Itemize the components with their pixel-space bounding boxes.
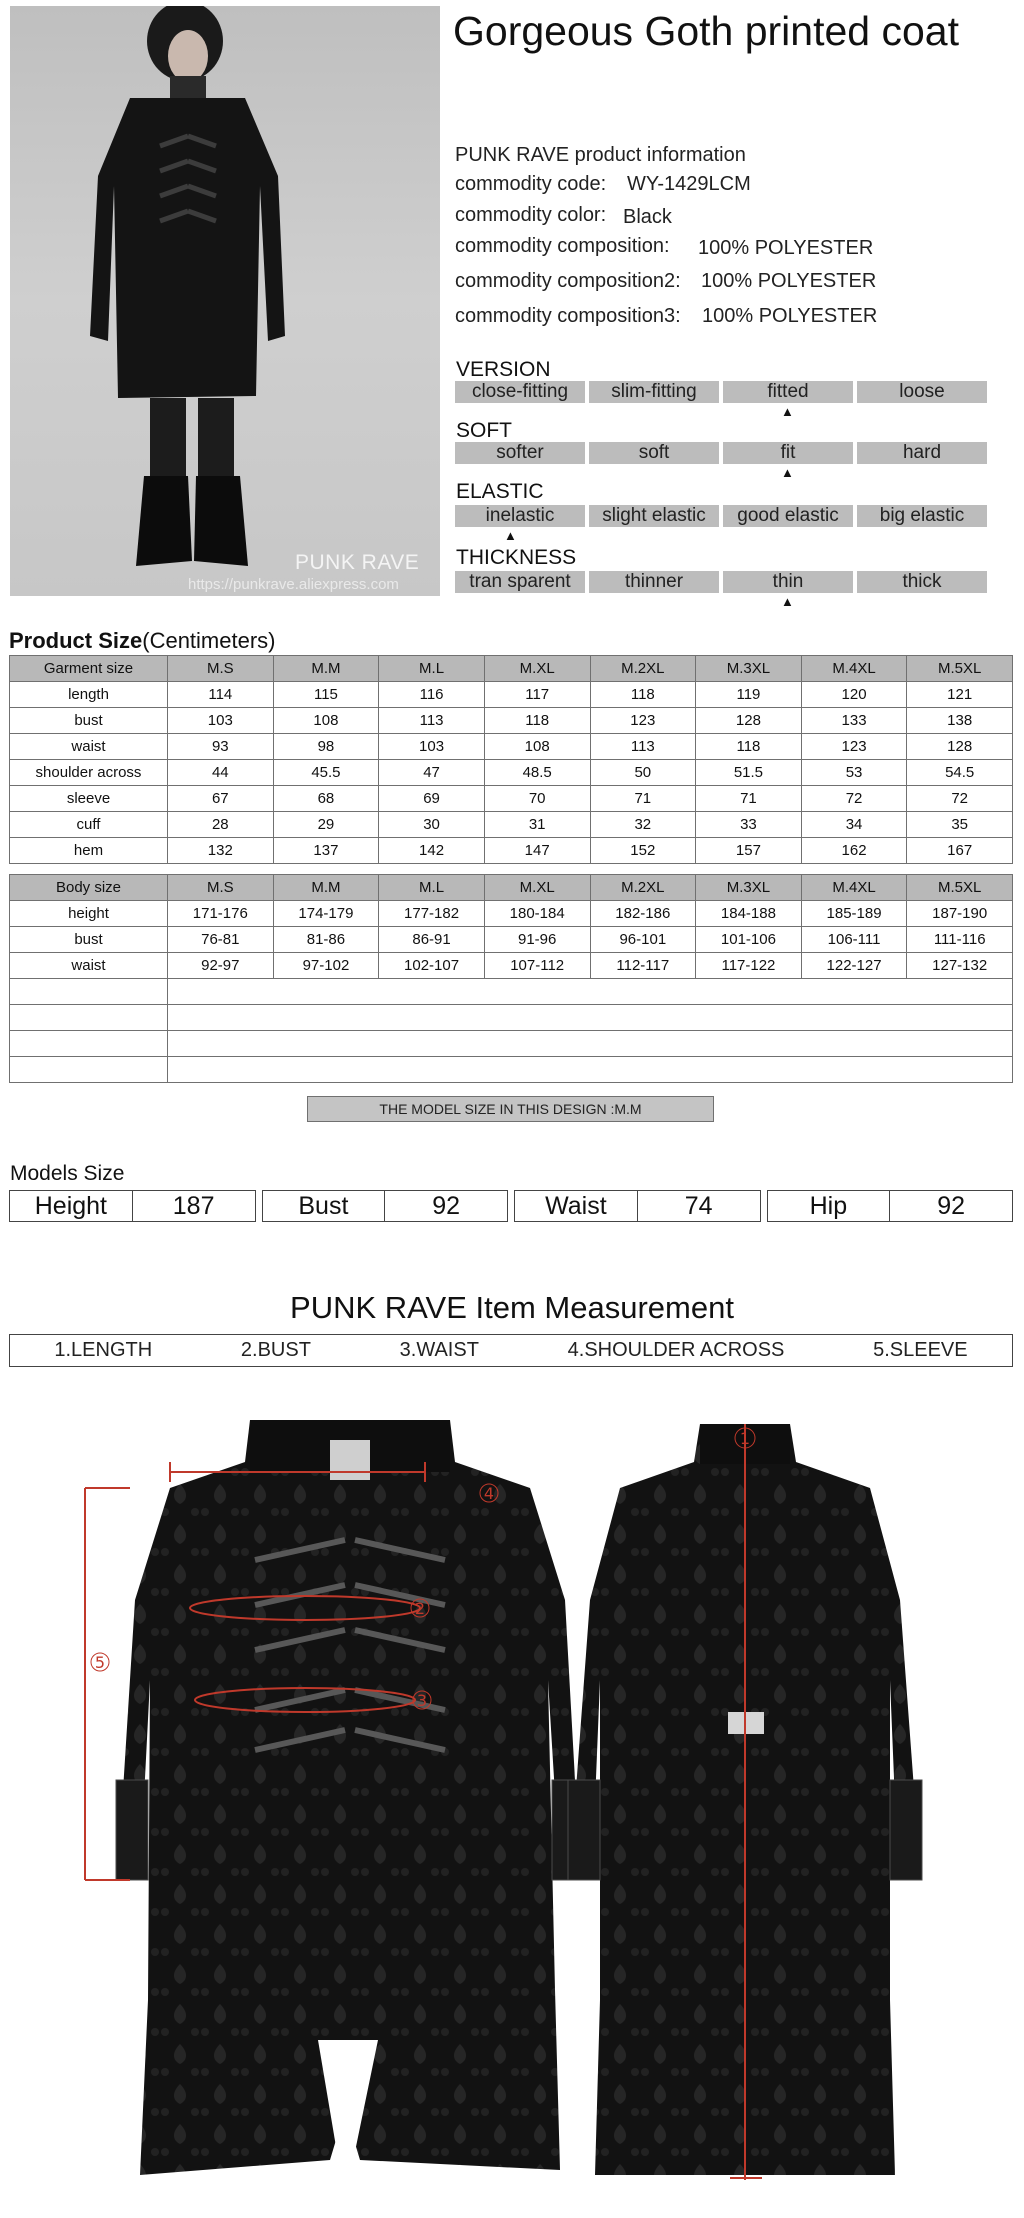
value-cell: 32 bbox=[590, 812, 696, 838]
value-cell: 98 bbox=[273, 734, 379, 760]
value-cell: 187-190 bbox=[907, 901, 1013, 927]
marker-3: 3 bbox=[416, 1691, 428, 1710]
elastic-title: ELASTIC bbox=[456, 480, 544, 503]
row-label-cell: hem bbox=[10, 838, 168, 864]
value-cell: 147 bbox=[484, 838, 590, 864]
model-stat-label: Hip bbox=[768, 1191, 891, 1221]
soft-option: soft bbox=[589, 442, 719, 464]
composition2-label: commodity composition2: bbox=[455, 270, 681, 292]
row-label-cell: bust bbox=[10, 708, 168, 734]
value-cell: 117 bbox=[484, 682, 590, 708]
elastic-option: big elastic bbox=[857, 505, 987, 527]
measurement-title: PUNK RAVE Item Measurement bbox=[290, 1290, 734, 1325]
thickness-option: thick bbox=[857, 571, 987, 593]
header-cell: M.5XL bbox=[907, 656, 1013, 682]
header-cell: M.3XL bbox=[696, 656, 802, 682]
value-cell: 29 bbox=[273, 812, 379, 838]
value-cell: 54.5 bbox=[907, 760, 1013, 786]
value-cell: 102-107 bbox=[379, 953, 485, 979]
header-cell: M.L bbox=[379, 875, 485, 901]
row-label-cell: waist bbox=[10, 953, 168, 979]
soft-option: softer bbox=[455, 442, 585, 464]
value-cell: 185-189 bbox=[801, 901, 907, 927]
value-cell: 70 bbox=[484, 786, 590, 812]
value-cell: 118 bbox=[696, 734, 802, 760]
model-stat-value: 92 bbox=[432, 1192, 461, 1220]
thickness-option: thinner bbox=[589, 571, 719, 593]
value-cell: 106-111 bbox=[801, 927, 907, 953]
value-cell: 71 bbox=[590, 786, 696, 812]
header-cell: M.S bbox=[168, 656, 274, 682]
color-value: Black bbox=[623, 206, 672, 228]
header-cell: M.M bbox=[273, 656, 379, 682]
value-cell: 48.5 bbox=[484, 760, 590, 786]
code-label: commodity code: bbox=[455, 173, 607, 195]
composition3-label: commodity composition3: bbox=[455, 305, 681, 327]
info-heading: PUNK RAVE product information bbox=[455, 144, 746, 166]
header-cell: Garment size bbox=[10, 656, 168, 682]
elastic-selected-marker-icon: ▲ bbox=[504, 528, 517, 543]
header-cell: M.XL bbox=[484, 875, 590, 901]
header-cell: M.3XL bbox=[696, 875, 802, 901]
header-cell: M.4XL bbox=[801, 656, 907, 682]
value-cell: 128 bbox=[696, 708, 802, 734]
row-label-cell: waist bbox=[10, 734, 168, 760]
value-cell: 113 bbox=[379, 708, 485, 734]
value-cell: 162 bbox=[801, 838, 907, 864]
version-selected-marker-icon: ▲ bbox=[781, 404, 794, 419]
elastic-option: slight elastic bbox=[589, 505, 719, 527]
soft-title: SOFT bbox=[456, 419, 512, 442]
code-value: WY-1429LCM bbox=[627, 173, 751, 195]
version-option: loose bbox=[857, 381, 987, 403]
value-cell: 91-96 bbox=[484, 927, 590, 953]
marker-2: 2 bbox=[414, 1599, 426, 1618]
value-cell: 182-186 bbox=[590, 901, 696, 927]
value-cell: 122-127 bbox=[801, 953, 907, 979]
value-cell: 118 bbox=[590, 682, 696, 708]
row-label-cell: length bbox=[10, 682, 168, 708]
composition2-value: 100% POLYESTER bbox=[701, 270, 877, 292]
value-cell: 53 bbox=[801, 760, 907, 786]
value-cell: 30 bbox=[379, 812, 485, 838]
header-cell: M.L bbox=[379, 656, 485, 682]
value-cell: 101-106 bbox=[696, 927, 802, 953]
value-cell: 118 bbox=[484, 708, 590, 734]
value-cell: 103 bbox=[168, 708, 274, 734]
thickness-title: THICKNESS bbox=[456, 546, 577, 569]
value-cell: 45.5 bbox=[273, 760, 379, 786]
front-coat-illustration bbox=[116, 1420, 584, 2200]
model-stat-label: Height bbox=[10, 1191, 133, 1221]
value-cell: 72 bbox=[801, 786, 907, 812]
version-option: fitted bbox=[723, 381, 853, 403]
value-cell: 76-81 bbox=[168, 927, 274, 953]
value-cell: 111-116 bbox=[907, 927, 1013, 953]
thickness-option: thin bbox=[723, 571, 853, 593]
header-cell: Body size bbox=[10, 875, 168, 901]
soft-option: fit bbox=[723, 442, 853, 464]
value-cell: 123 bbox=[801, 734, 907, 760]
marker-4: 4 bbox=[483, 1484, 495, 1503]
value-cell: 103 bbox=[379, 734, 485, 760]
row-label-cell: height bbox=[10, 901, 168, 927]
value-cell: 35 bbox=[907, 812, 1013, 838]
composition1-label: commodity composition: bbox=[455, 235, 670, 257]
value-cell: 67 bbox=[168, 786, 274, 812]
marker-1: 1 bbox=[739, 1429, 751, 1448]
value-cell: 180-184 bbox=[484, 901, 590, 927]
thickness-selected-marker-icon: ▲ bbox=[781, 594, 794, 609]
product-title: Gorgeous Goth printed coat bbox=[453, 8, 959, 54]
value-cell: 132 bbox=[168, 838, 274, 864]
value-cell: 142 bbox=[379, 838, 485, 864]
value-cell: 113 bbox=[590, 734, 696, 760]
value-cell: 184-188 bbox=[696, 901, 802, 927]
composition3-value: 100% POLYESTER bbox=[702, 305, 878, 327]
value-cell: 81-86 bbox=[273, 927, 379, 953]
elastic-option: good elastic bbox=[723, 505, 853, 527]
header-cell: M.4XL bbox=[801, 875, 907, 901]
value-cell: 128 bbox=[907, 734, 1013, 760]
version-title: VERSION bbox=[456, 358, 551, 381]
photo-watermark: PUNK RAVE bbox=[295, 551, 420, 574]
header-cell: M.M bbox=[273, 875, 379, 901]
value-cell: 138 bbox=[907, 708, 1013, 734]
value-cell: 157 bbox=[696, 838, 802, 864]
value-cell: 177-182 bbox=[379, 901, 485, 927]
value-cell: 72 bbox=[907, 786, 1013, 812]
model-stat-value: 74 bbox=[684, 1192, 713, 1220]
value-cell: 133 bbox=[801, 708, 907, 734]
row-label-cell: cuff bbox=[10, 812, 168, 838]
value-cell: 47 bbox=[379, 760, 485, 786]
value-cell: 152 bbox=[590, 838, 696, 864]
value-cell: 116 bbox=[379, 682, 485, 708]
model-stat-label: Bust bbox=[263, 1191, 386, 1221]
header-cell: M.S bbox=[168, 875, 274, 901]
value-cell: 108 bbox=[273, 708, 379, 734]
value-cell: 50 bbox=[590, 760, 696, 786]
model-stat-value: 187 bbox=[172, 1192, 215, 1220]
value-cell: 119 bbox=[696, 682, 802, 708]
header-cell: M.XL bbox=[484, 656, 590, 682]
value-cell: 92-97 bbox=[168, 953, 274, 979]
value-cell: 28 bbox=[168, 812, 274, 838]
version-option: close-fitting bbox=[455, 381, 585, 403]
value-cell: 68 bbox=[273, 786, 379, 812]
header-cell: M.2XL bbox=[590, 656, 696, 682]
value-cell: 120 bbox=[801, 682, 907, 708]
value-cell: 115 bbox=[273, 682, 379, 708]
value-cell: 31 bbox=[484, 812, 590, 838]
measurement-item: 4.SHOULDER ACROSS bbox=[567, 1339, 785, 1361]
header-cell: M.5XL bbox=[907, 875, 1013, 901]
photo-url-watermark: https://punkrave.aliexpress.com bbox=[188, 576, 399, 593]
value-cell: 33 bbox=[696, 812, 802, 838]
value-cell: 121 bbox=[907, 682, 1013, 708]
measurement-item: 2.BUST bbox=[240, 1339, 311, 1361]
value-cell: 44 bbox=[168, 760, 274, 786]
value-cell: 108 bbox=[484, 734, 590, 760]
value-cell: 167 bbox=[907, 838, 1013, 864]
elastic-option: inelastic bbox=[455, 505, 585, 527]
value-cell: 174-179 bbox=[273, 901, 379, 927]
value-cell: 51.5 bbox=[696, 760, 802, 786]
value-cell: 97-102 bbox=[273, 953, 379, 979]
composition1-value: 100% POLYESTER bbox=[698, 237, 874, 259]
value-cell: 34 bbox=[801, 812, 907, 838]
value-cell: 114 bbox=[168, 682, 274, 708]
value-cell: 107-112 bbox=[484, 953, 590, 979]
value-cell: 86-91 bbox=[379, 927, 485, 953]
value-cell: 93 bbox=[168, 734, 274, 760]
value-cell: 171-176 bbox=[168, 901, 274, 927]
model-stat-label: Waist bbox=[515, 1191, 638, 1221]
value-cell: 69 bbox=[379, 786, 485, 812]
header-cell: M.2XL bbox=[590, 875, 696, 901]
value-cell: 96-101 bbox=[590, 927, 696, 953]
value-cell: 117-122 bbox=[696, 953, 802, 979]
product-size-unit: (Centimeters) bbox=[142, 628, 276, 653]
value-cell: 127-132 bbox=[907, 953, 1013, 979]
version-option: slim-fitting bbox=[589, 381, 719, 403]
value-cell: 123 bbox=[590, 708, 696, 734]
color-label: commodity color: bbox=[455, 204, 607, 226]
measurement-item: 5.SLEEVE bbox=[873, 1339, 968, 1361]
soft-option: hard bbox=[857, 442, 987, 464]
value-cell: 137 bbox=[273, 838, 379, 864]
marker-5: 5 bbox=[94, 1653, 106, 1672]
measurement-item: 1.LENGTH bbox=[54, 1339, 153, 1361]
measurement-item: 3.WAIST bbox=[399, 1339, 479, 1361]
model-size-note: THE MODEL SIZE IN THIS DESIGN :M.M bbox=[307, 1096, 714, 1122]
product-size-title-bold: Product Size bbox=[9, 628, 143, 653]
soft-selected-marker-icon: ▲ bbox=[781, 465, 794, 480]
value-cell: 112-117 bbox=[590, 953, 696, 979]
row-label-cell: shoulder across bbox=[10, 760, 168, 786]
thickness-option: tran sparent bbox=[455, 571, 585, 593]
row-label-cell: sleeve bbox=[10, 786, 168, 812]
model-stat-value: 92 bbox=[937, 1192, 966, 1220]
models-size-label: Models Size bbox=[10, 1162, 125, 1185]
row-label-cell: bust bbox=[10, 927, 168, 953]
value-cell: 71 bbox=[696, 786, 802, 812]
